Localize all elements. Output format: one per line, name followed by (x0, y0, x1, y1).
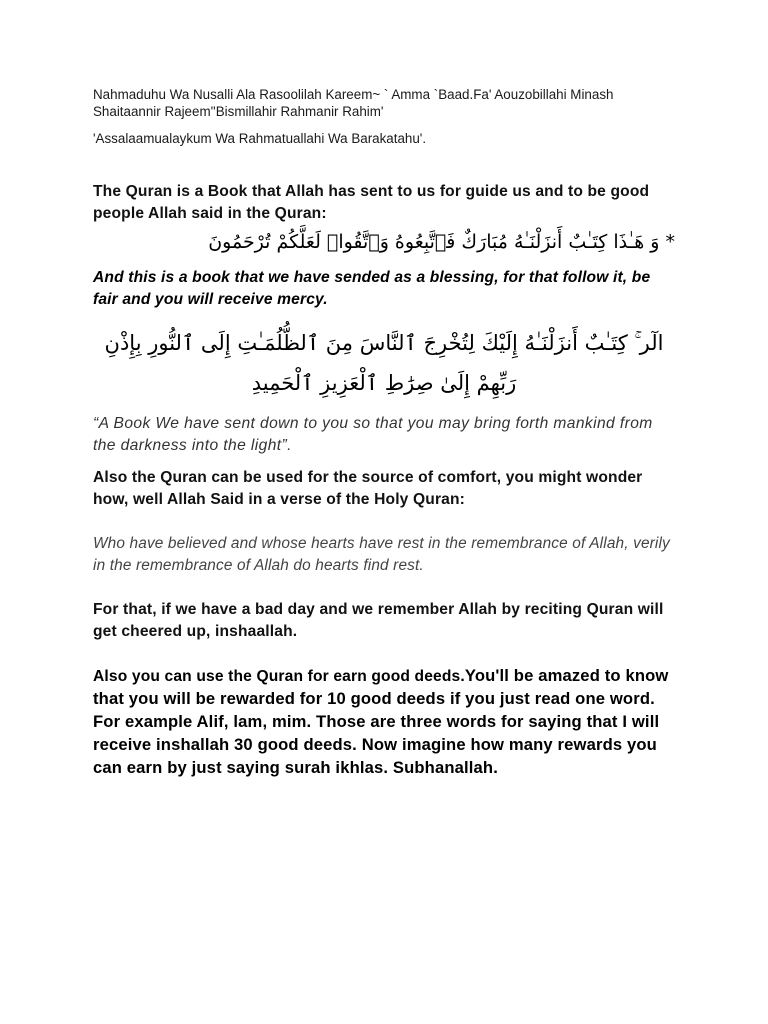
deeds-rest: You'll be amazed to know that you will be rewarded for 10 good deeds if you just read one word. For example Alif, lam, mim. Those are three words for saying that I will receive inshallah 30 good deeds. Now imagine how many rewards you can earn by just saying surah ikhlas. Subhanallah. (93, 666, 669, 777)
cheer-paragraph: For that, if we have a bad day and we remember Allah by reciting Quran will get cheered up, inshaallah. (93, 601, 664, 640)
opening-line: Nahmaduhu Wa Nusalli Ala Rasoolilah Kareem~ ` Amma `Baad.Fa' Aouzobillahi Minash Shaitaannir Rajeem''Bismillahir Rahmanir Rahim' (93, 87, 614, 119)
deeds-lead: Also you can use the Quran for earn good deeds. (93, 668, 465, 685)
verse-2-arabic: الٓر ۚ كِتَـٰبٌ أَنزَلْنَـٰهُ إِلَيْكَ لِتُخْرِجَ ٱلنَّاسَ مِنَ ٱلظُّلُمَـٰتِ إِلَى ٱلنُّورِ بِإِذْنِ رَبِّهِمْ إِلَىٰ صِرَٰطِ ٱلْعَزِيزِ ٱلْحَمِيدِ (104, 331, 664, 395)
greeting: 'Assalaamualaykum Wa Rahmatuallahi Wa Barakatahu'. (93, 131, 427, 146)
intro-paragraph: The Quran is a Book that Allah has sent to us for guide us and to be good people Allah said in the Quran: (93, 183, 650, 222)
verse-2-translation: “A Book We have sent down to you so that you may bring forth mankind from the darkness into the light”. (93, 415, 653, 454)
verse-1-arabic: * وَ هَـٰذَا كِتَـٰبٌ أَنزَلْنَـٰهُ مُبَارَكٌ فَٱتَّبِعُوهُ وَٱتَّقُوا۟ لَعَلَّكُمْ تُرْحَمُونَ (208, 231, 675, 253)
comfort-paragraph: Also the Quran can be used for the source of comfort, you might wonder how, well Allah Said in a verse of the Holy Quran: (93, 469, 643, 508)
verse-3-translation: Who have believed and whose hearts have rest in the remembrance of Allah, verily in the remembrance of Allah do hearts find rest. (93, 535, 670, 574)
verse-1-translation: And this is a book that we have sended as a blessing, for that follow it, be fair and you will receive mercy. (93, 269, 651, 308)
deeds-paragraph (93, 665, 675, 780)
